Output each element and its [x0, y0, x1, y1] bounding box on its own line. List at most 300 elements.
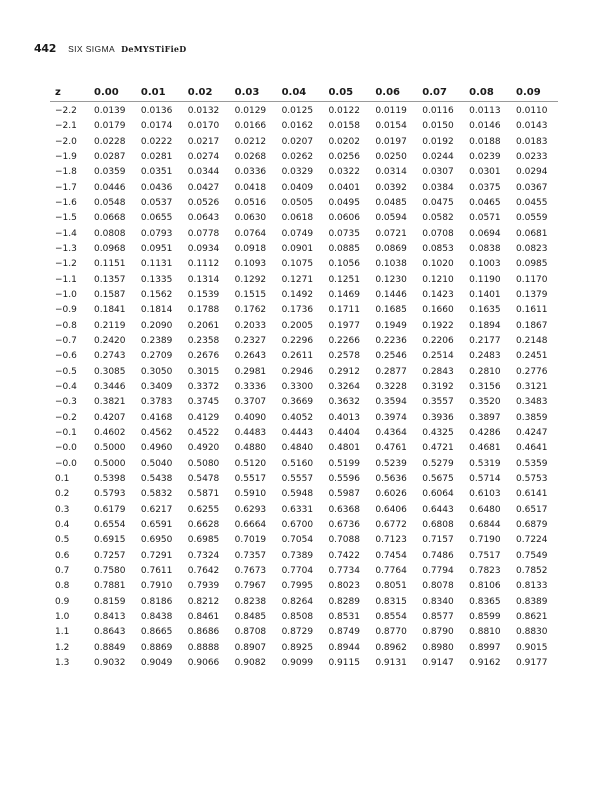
table-row	[50, 380, 558, 395]
probability-cell: 0.4168	[140, 412, 173, 423]
probability-cell: 0.7291	[140, 550, 173, 561]
probability-cell: 0.8186	[140, 596, 173, 607]
probability-cell: 0.6141	[516, 489, 548, 500]
probability-cell: 0.0143	[516, 121, 548, 132]
probability-cell: 0.8577	[422, 611, 454, 622]
probability-cell: 0.2177	[469, 336, 501, 347]
probability-cell: 0.0985	[516, 259, 548, 270]
probability-cell: 0.8315	[375, 596, 407, 607]
probability-cell: 0.7580	[94, 566, 126, 576]
probability-cell: 0.6985	[187, 535, 220, 546]
probability-cell: 0.0559	[516, 213, 548, 224]
probability-cell: 0.1977	[328, 320, 360, 331]
z-value-cell: −1.4	[55, 228, 77, 239]
probability-cell: 0.8159	[94, 596, 126, 607]
probability-cell: 0.7422	[328, 550, 360, 561]
z-value-cell: −1.2	[55, 259, 77, 270]
table-row	[50, 518, 558, 533]
probability-cell: 0.3050	[140, 366, 173, 377]
probability-cell: 0.3707	[234, 397, 267, 408]
probability-cell: 0.4207	[94, 412, 126, 423]
probability-cell: 0.4801	[328, 443, 360, 454]
probability-cell: 0.0526	[187, 198, 220, 209]
probability-cell: 0.1894	[469, 320, 501, 331]
probability-cell: 0.8238	[234, 596, 267, 607]
z-value-cell: 0.8	[55, 581, 70, 592]
probability-cell: 0.3897	[469, 412, 501, 423]
probability-cell: 0.0735	[328, 228, 360, 239]
probability-cell: 0.2119	[94, 320, 126, 331]
probability-cell: 0.5080	[187, 458, 220, 469]
probability-cell: 0.0256	[328, 152, 360, 163]
probability-cell: 0.0694	[469, 228, 501, 239]
column-header: 0.00	[89, 84, 136, 102]
z-value-cell: −1.5	[55, 213, 77, 224]
probability-cell: 0.0853	[422, 244, 454, 255]
probability-cell: 0.5438	[140, 474, 173, 485]
probability-cell: 0.8980	[422, 642, 454, 653]
column-header: 0.03	[230, 84, 277, 102]
z-value-cell: 1.0	[55, 611, 70, 622]
probability-cell: 0.7357	[234, 550, 267, 561]
probability-cell: 0.0668	[94, 213, 126, 224]
probability-cell: 0.6255	[187, 504, 220, 515]
z-value-cell: −0.3	[55, 397, 77, 408]
table-row	[50, 579, 558, 594]
probability-cell: 0.1210	[422, 274, 454, 285]
probability-cell: 0.6064	[422, 489, 454, 500]
probability-cell: 0.8643	[94, 627, 126, 638]
probability-cell: 0.8749	[328, 627, 360, 638]
table-body	[50, 102, 558, 672]
probability-cell: 0.5714	[469, 474, 501, 485]
column-header: 0.06	[370, 84, 417, 102]
probability-cell: 0.0150	[422, 121, 454, 132]
probability-cell: 0.7881	[94, 581, 126, 592]
table-row	[50, 441, 558, 456]
probability-cell: 0.8438	[140, 611, 173, 622]
probability-cell: 0.3156	[469, 382, 501, 393]
column-header: 0.07	[417, 84, 464, 102]
probability-cell: 0.7324	[187, 550, 220, 561]
z-value-cell: −0.9	[55, 305, 77, 316]
probability-cell: 0.0301	[469, 167, 501, 178]
probability-cell: 0.5987	[328, 489, 360, 500]
probability-cell: 0.0823	[516, 244, 548, 255]
probability-cell: 0.0262	[281, 152, 314, 163]
table-row	[50, 610, 558, 625]
probability-cell: 0.1562	[140, 290, 173, 301]
probability-cell: 0.8962	[375, 642, 407, 653]
column-header: 0.05	[323, 84, 370, 102]
probability-cell: 0.0606	[328, 213, 360, 224]
probability-cell: 0.0934	[187, 244, 220, 255]
probability-cell: 0.4960	[140, 443, 173, 454]
probability-cell: 0.2676	[187, 351, 220, 362]
probability-cell: 0.2266	[328, 336, 360, 347]
table-row	[50, 257, 558, 272]
probability-cell: 0.3783	[140, 397, 173, 408]
probability-cell: 0.6331	[281, 504, 314, 515]
probability-cell: 0.8810	[469, 627, 501, 638]
probability-cell: 0.0197	[375, 136, 407, 147]
probability-cell: 0.1170	[516, 274, 548, 285]
probability-cell: 0.5000	[94, 443, 126, 454]
probability-cell: 0.3264	[328, 382, 360, 393]
probability-cell: 0.0119	[375, 106, 407, 117]
probability-cell: 0.0351	[140, 167, 173, 178]
probability-cell: 0.0212	[234, 136, 267, 147]
probability-cell: 0.4052	[281, 412, 314, 423]
probability-cell: 0.1190	[469, 274, 501, 285]
probability-cell: 0.8888	[187, 642, 220, 653]
probability-cell: 0.1292	[234, 274, 267, 285]
probability-cell: 0.8051	[375, 581, 407, 592]
probability-cell: 0.0681	[516, 228, 548, 239]
probability-cell: 0.7967	[234, 581, 267, 592]
probability-cell: 0.3192	[422, 382, 454, 393]
probability-cell: 0.4602	[94, 428, 126, 439]
probability-cell: 0.8790	[422, 627, 454, 638]
probability-cell: 0.0136	[140, 106, 173, 117]
probability-cell: 0.4129	[187, 412, 220, 423]
probability-cell: 0.9177	[516, 657, 548, 668]
probability-cell: 0.2981	[234, 366, 267, 377]
z-value-cell: −2.1	[55, 121, 77, 132]
probability-cell: 0.6628	[187, 520, 220, 531]
probability-cell: 0.5160	[281, 458, 314, 469]
column-header: 0.09	[511, 84, 558, 102]
probability-cell: 0.6026	[375, 489, 407, 500]
probability-cell: 0.8413	[94, 611, 126, 622]
table-row	[50, 196, 558, 211]
probability-cell: 0.5199	[328, 458, 360, 469]
probability-cell: 0.0885	[328, 244, 360, 255]
probability-cell: 0.4443	[281, 428, 314, 439]
book-subtitle: DeMYSTiFieD	[121, 44, 187, 54]
probability-cell: 0.0618	[281, 213, 314, 224]
probability-cell: 0.8340	[422, 596, 454, 607]
book-title: SIX SIGMA	[68, 44, 116, 54]
probability-cell: 0.1038	[375, 259, 407, 270]
probability-cell: 0.1762	[234, 305, 267, 316]
probability-cell: 0.1314	[187, 274, 220, 285]
table-row	[50, 395, 558, 410]
probability-cell: 0.2709	[140, 351, 173, 362]
probability-cell: 0.0329	[281, 167, 314, 178]
probability-cell: 0.8461	[187, 611, 220, 622]
probability-cell: 0.0537	[140, 198, 173, 209]
probability-cell: 0.9066	[187, 657, 220, 668]
z-value-cell: 0.2	[55, 489, 70, 500]
probability-cell: 0.0516	[234, 198, 267, 209]
probability-cell: 0.1075	[281, 259, 314, 270]
probability-cell: 0.3557	[422, 397, 454, 408]
probability-cell: 0.0655	[140, 213, 173, 224]
probability-cell: 0.8389	[516, 596, 548, 607]
probability-cell: 0.8869	[140, 642, 173, 653]
probability-cell: 0.3228	[375, 382, 407, 393]
probability-cell: 0.7823	[469, 566, 501, 576]
table-row	[50, 533, 558, 548]
probability-cell: 0.0495	[328, 198, 360, 209]
probability-cell: 0.0179	[94, 121, 126, 132]
probability-cell: 0.8997	[469, 642, 501, 653]
probability-cell: 0.8770	[375, 627, 407, 638]
probability-cell: 0.3974	[375, 412, 407, 423]
probability-cell: 0.8621	[516, 611, 548, 622]
probability-cell: 0.0314	[375, 167, 407, 178]
table-row	[50, 656, 558, 671]
probability-cell: 0.6879	[516, 520, 548, 531]
probability-cell: 0.5120	[234, 458, 267, 469]
probability-cell: 0.7389	[281, 550, 314, 561]
probability-cell: 0.2420	[94, 336, 126, 347]
probability-cell: 0.8554	[375, 611, 407, 622]
z-value-cell: −1.3	[55, 244, 77, 255]
probability-cell: 0.3483	[516, 397, 548, 408]
probability-cell: 0.7673	[234, 566, 267, 576]
z-value-cell: −1.8	[55, 167, 77, 178]
probability-cell: 0.1093	[234, 259, 267, 270]
probability-cell: 0.5359	[516, 458, 548, 469]
probability-cell: 0.1423	[422, 290, 454, 301]
probability-cell: 0.0793	[140, 228, 173, 239]
probability-cell: 0.3859	[516, 412, 548, 423]
probability-cell: 0.7257	[94, 550, 126, 561]
z-value-cell: −1.6	[55, 198, 77, 209]
probability-cell: 0.9162	[469, 657, 501, 668]
probability-cell: 0.9049	[140, 657, 173, 668]
table-row	[50, 625, 558, 640]
z-value-cell: −1.1	[55, 274, 77, 285]
probability-cell: 0.4090	[234, 412, 267, 423]
probability-cell: 0.1335	[140, 274, 173, 285]
running-head	[34, 42, 187, 56]
probability-cell: 0.3669	[281, 397, 314, 408]
probability-cell: 0.4840	[281, 443, 314, 454]
probability-cell: 0.3821	[94, 397, 126, 408]
probability-cell: 0.1949	[375, 320, 407, 331]
probability-cell: 0.1635	[469, 305, 501, 316]
z-value-cell: −1.7	[55, 182, 77, 193]
probability-cell: 0.1151	[94, 259, 126, 270]
table-row	[50, 411, 558, 426]
probability-cell: 0.1230	[375, 274, 407, 285]
column-header: 0.08	[464, 84, 511, 102]
probability-cell: 0.5557	[281, 474, 314, 485]
probability-cell: 0.7157	[422, 535, 454, 546]
probability-cell: 0.5517	[234, 474, 267, 485]
probability-cell: 0.2643	[234, 351, 267, 362]
probability-cell: 0.0392	[375, 182, 407, 193]
table-row	[50, 242, 558, 257]
probability-cell: 0.5910	[234, 489, 267, 500]
probability-cell: 0.4483	[234, 428, 267, 439]
z-table	[50, 84, 558, 671]
table-row	[50, 135, 558, 150]
probability-cell: 0.5279	[422, 458, 454, 469]
probability-cell: 0.1922	[422, 320, 454, 331]
probability-cell: 0.1841	[94, 305, 126, 316]
probability-cell: 0.2358	[187, 336, 220, 347]
probability-cell: 0.7123	[375, 535, 407, 546]
probability-cell: 0.3372	[187, 382, 220, 393]
probability-cell: 0.0281	[140, 152, 173, 163]
probability-cell: 0.3300	[281, 382, 314, 393]
probability-cell: 0.3085	[94, 366, 126, 377]
probability-cell: 0.3015	[187, 366, 220, 377]
probability-cell: 0.2611	[281, 351, 314, 362]
z-value-cell: −1.0	[55, 290, 77, 301]
probability-cell: 0.0162	[281, 121, 314, 132]
table-row	[50, 349, 558, 364]
probability-cell: 0.8686	[187, 627, 220, 638]
probability-cell: 0.8830	[516, 627, 548, 638]
probability-cell: 0.0951	[140, 244, 173, 255]
probability-cell: 0.0294	[516, 167, 548, 178]
probability-cell: 0.1867	[516, 320, 548, 331]
probability-cell: 0.0630	[234, 213, 267, 224]
probability-cell: 0.0901	[281, 244, 314, 255]
probability-cell: 0.5675	[422, 474, 454, 485]
probability-cell: 0.5871	[187, 489, 220, 500]
probability-cell: 0.8133	[516, 581, 548, 592]
probability-cell: 0.5239	[375, 458, 407, 469]
probability-cell: 0.6736	[328, 520, 360, 531]
probability-cell: 0.8106	[469, 581, 501, 592]
probability-cell: 0.7704	[281, 566, 314, 576]
probability-cell: 0.1020	[422, 259, 454, 270]
probability-cell: 0.0146	[469, 121, 501, 132]
probability-cell: 0.6591	[140, 520, 173, 531]
probability-cell: 0.7224	[516, 535, 548, 546]
probability-cell: 0.0244	[422, 152, 454, 163]
probability-cell: 0.0548	[94, 198, 126, 209]
table-row	[50, 102, 558, 120]
probability-cell: 0.0367	[516, 182, 548, 193]
probability-cell: 0.0401	[328, 182, 360, 193]
probability-cell: 0.0485	[375, 198, 407, 209]
probability-cell: 0.8212	[187, 596, 220, 607]
probability-cell: 0.6950	[140, 535, 173, 546]
z-value-cell: 1.3	[55, 657, 70, 668]
probability-cell: 0.9032	[94, 657, 126, 668]
z-value-cell: −2.2	[55, 106, 77, 117]
probability-cell: 0.4641	[516, 443, 548, 454]
probability-cell: 0.5753	[516, 474, 548, 485]
probability-cell: 0.0455	[516, 198, 548, 209]
probability-cell: 0.1401	[469, 290, 501, 301]
probability-cell: 0.0307	[422, 167, 454, 178]
probability-cell: 0.0125	[281, 106, 314, 117]
probability-cell: 0.8944	[328, 642, 360, 653]
probability-cell: 0.1685	[375, 305, 407, 316]
probability-cell: 0.3409	[140, 382, 173, 393]
probability-cell: 0.0170	[187, 121, 220, 132]
probability-cell: 0.1814	[140, 305, 173, 316]
probability-cell: 0.1357	[94, 274, 126, 285]
probability-cell: 0.7088	[328, 535, 360, 546]
probability-cell: 0.0116	[422, 106, 454, 117]
probability-cell: 0.0228	[94, 136, 126, 147]
probability-cell: 0.0643	[187, 213, 220, 224]
probability-cell: 0.2912	[328, 366, 360, 377]
probability-cell: 0.3594	[375, 397, 407, 408]
probability-cell: 0.4681	[469, 443, 501, 454]
table-row	[50, 564, 558, 579]
page-number: 442	[34, 42, 57, 55]
probability-cell: 0.1131	[140, 259, 173, 270]
probability-cell: 0.2236	[375, 336, 407, 347]
probability-cell: 0.6480	[469, 504, 501, 515]
probability-cell: 0.3446	[94, 382, 126, 393]
probability-cell: 0.2483	[469, 351, 501, 362]
probability-cell: 0.8078	[422, 581, 454, 592]
probability-cell: 0.0427	[187, 182, 220, 193]
probability-cell: 0.0475	[422, 198, 454, 209]
table-row	[50, 549, 558, 564]
probability-cell: 0.6554	[94, 520, 126, 531]
z-value-cell: 1.2	[55, 642, 70, 653]
probability-cell: 0.4522	[187, 428, 220, 439]
table-row	[50, 365, 558, 380]
z-value-cell: −0.5	[55, 366, 77, 377]
probability-cell: 0.6808	[422, 520, 454, 531]
probability-cell: 0.6443	[422, 504, 454, 515]
probability-cell: 0.8599	[469, 611, 501, 622]
probability-cell: 0.9015	[516, 642, 548, 653]
probability-cell: 0.7939	[187, 581, 220, 592]
z-value-cell: −0.8	[55, 320, 77, 331]
probability-cell: 0.2546	[375, 351, 407, 362]
table-row	[50, 426, 558, 441]
probability-cell: 0.0708	[422, 228, 454, 239]
table-row	[50, 227, 558, 242]
probability-cell: 0.7852	[516, 566, 548, 576]
probability-cell: 0.1251	[328, 274, 360, 285]
probability-cell: 0.4721	[422, 443, 454, 454]
table-row	[50, 288, 558, 303]
probability-cell: 0.3936	[422, 412, 454, 423]
probability-cell: 0.0188	[469, 136, 501, 147]
probability-cell: 0.6517	[516, 504, 548, 515]
probability-cell: 0.0174	[140, 121, 173, 132]
probability-cell: 0.3121	[516, 382, 548, 393]
z-value-cell: 0.6	[55, 550, 70, 561]
z-value-cell: 0.4	[55, 520, 70, 531]
probability-cell: 0.0344	[187, 167, 220, 178]
z-value-cell: −2.0	[55, 136, 77, 147]
probability-cell: 0.0154	[375, 121, 407, 132]
probability-cell: 0.0322	[328, 167, 360, 178]
table-row	[50, 211, 558, 226]
column-header: 0.02	[183, 84, 230, 102]
probability-cell: 0.7019	[234, 535, 267, 546]
probability-cell: 0.0139	[94, 106, 126, 117]
probability-cell: 0.6406	[375, 504, 407, 515]
z-value-cell: 0.1	[55, 474, 70, 485]
z-value-cell: −0.4	[55, 382, 77, 393]
probability-cell: 0.0594	[375, 213, 407, 224]
z-value-cell: 0.9	[55, 596, 70, 607]
probability-cell: 0.0207	[281, 136, 314, 147]
table-row	[50, 487, 558, 502]
probability-cell: 0.7454	[375, 550, 407, 561]
probability-cell: 0.6664	[234, 520, 267, 531]
probability-cell: 0.8729	[281, 627, 314, 638]
table-row	[50, 457, 558, 472]
